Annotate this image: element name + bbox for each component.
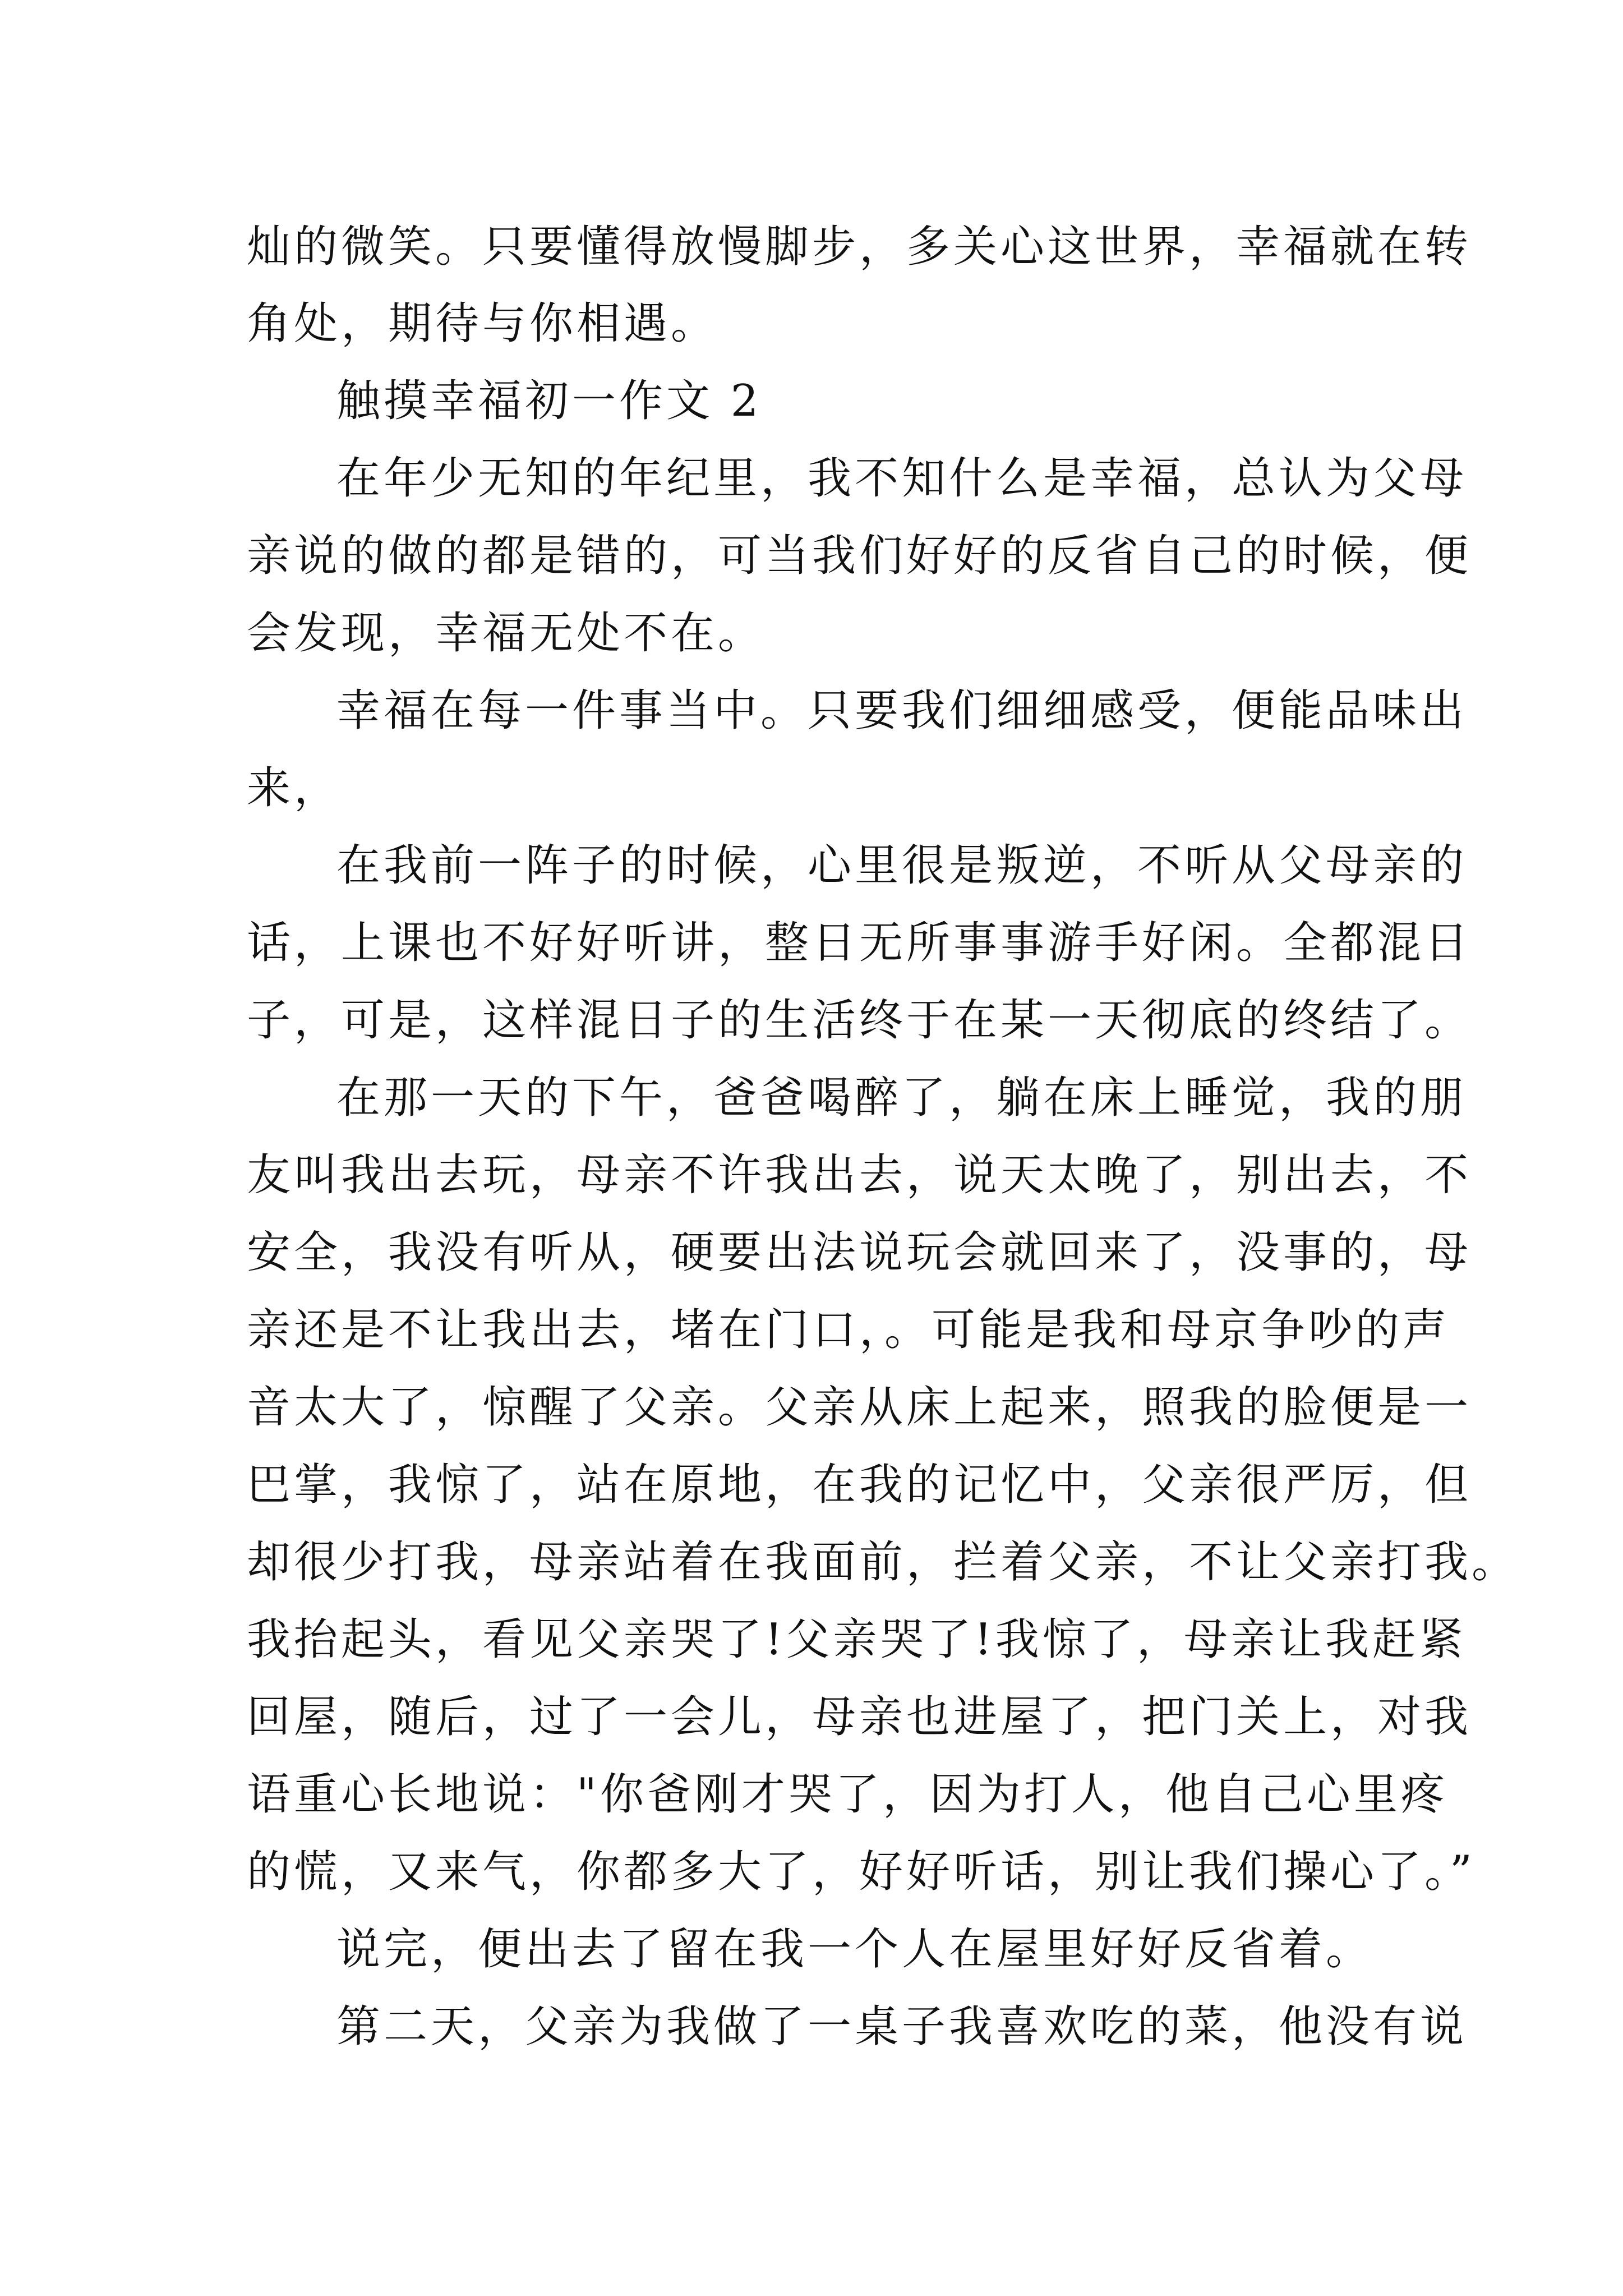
text-line: 在我前一阵子的时候，心里很是叛逆，不听从父母亲的: [336, 840, 1468, 891]
text-line: 幸福在每一件事当中。只要我们细细感受，便能品味出: [336, 685, 1468, 736]
text-line: 在年少无知的年纪里，我不知什么是幸福，总认为父母: [336, 453, 1468, 504]
text-line: 音太大了，惊醒了父亲。父亲从床上起来，照我的脸便是一: [247, 1382, 1472, 1433]
text-line: 来，: [247, 763, 342, 813]
text-line: 角处，期待与你相遇。: [247, 298, 718, 349]
text-line: 友叫我出去玩，母亲不许我出去，说天太晚了，别出去，不: [247, 1150, 1472, 1200]
text-line: 第二天，父亲为我做了一桌子我喜欢吃的菜，他没有说: [336, 2001, 1468, 2052]
text-line: 在那一天的下午，爸爸喝醉了，躺在床上睡觉，我的朋: [336, 1073, 1468, 1123]
text-line: 安全，我没有听从，硬要出法说玩会就回来了，没事的，母: [247, 1227, 1472, 1278]
text-line: 会发现，幸福无处不在。: [247, 608, 766, 659]
section-heading: 触摸幸福初一作文 2: [336, 376, 762, 426]
text-line: 话，上课也不好好听讲，整日无所事事游手好闲。全都混日: [247, 918, 1472, 968]
text-line: 我抬起头，看见父亲哭了!父亲哭了!我惊了，母亲让我赶紧: [247, 1614, 1467, 1665]
text-line: 亲还是不让我出去，堵在门口，。可能是我和母京争吵的声: [247, 1305, 1450, 1355]
text-line: 灿的微笑。只要懂得放慢脚步，多关心这世界，幸福就在转: [247, 222, 1472, 272]
text-line: 子，可是，这样混日子的生活终于在某一天彻底的终结了。: [247, 995, 1472, 1046]
text-line: 却很少打我，母亲站着在我面前，拦着父亲，不让父亲打我。: [247, 1537, 1519, 1588]
text-line: 说完，便出去了留在我一个人在屋里好好反省着。: [336, 1924, 1373, 1975]
text-line: 亲说的做的都是错的，可当我们好好的反省自己的时候，便: [247, 531, 1472, 581]
text-line: 的慌，又来气，你都多大了，好好听话，别让我们操心了。”: [247, 1847, 1476, 1897]
text-line: 语重心长地说："你爸刚才哭了，因为打人，他自己心里疼: [247, 1769, 1448, 1820]
text-line: 回屋，随后，过了一会儿，母亲也进屋了，把门关上，对我: [247, 1692, 1472, 1742]
text-line: 巴掌，我惊了，站在原地，在我的记忆中，父亲很严厉，但: [247, 1460, 1472, 1510]
